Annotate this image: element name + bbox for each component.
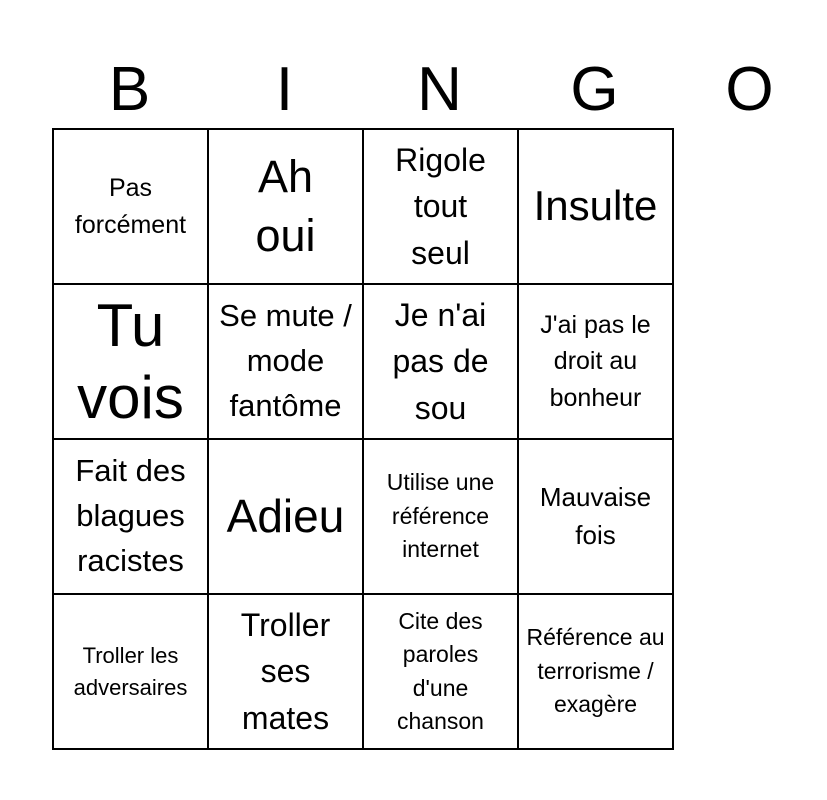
bingo-header xyxy=(52,52,774,128)
bingo-cell[interactable] xyxy=(364,595,519,750)
bingo-cell[interactable] xyxy=(54,440,209,595)
header-letter-i: I xyxy=(275,55,294,124)
bingo-cell[interactable] xyxy=(54,595,209,750)
bingo-cell-text: Mauvaise fois xyxy=(539,481,652,550)
bingo-cell[interactable] xyxy=(519,285,674,440)
header-letter-b: B xyxy=(108,55,151,124)
bingo-cell-text: Je n'ai pas de sou xyxy=(392,296,489,426)
bingo-cell-text: Pas forcément xyxy=(74,174,187,239)
bingo-cell[interactable] xyxy=(209,440,364,595)
bingo-cell-text: Insulte xyxy=(533,182,658,230)
bingo-cell-text: Troller les adversaires xyxy=(73,642,188,700)
bingo-cell[interactable] xyxy=(54,285,209,440)
header-letter-n: N xyxy=(417,55,462,124)
bingo-cell[interactable] xyxy=(364,285,519,440)
bingo-cell-text: Référence au terrorisme / exagère xyxy=(526,624,665,718)
bingo-cell-text: Se mute / mode fantôme xyxy=(219,298,352,423)
bingo-cell[interactable] xyxy=(209,285,364,440)
bingo-cell[interactable] xyxy=(364,130,519,285)
bingo-cell-text: Ah oui xyxy=(255,151,316,261)
bingo-grid xyxy=(52,128,674,750)
bingo-cell-text: J'ai pas le droit au bonheur xyxy=(540,311,651,412)
bingo-cell[interactable] xyxy=(209,595,364,750)
bingo-cell[interactable] xyxy=(519,595,674,750)
bingo-cell-text: Adieu xyxy=(226,489,345,542)
bingo-cell-text: Utilise une référence internet xyxy=(386,469,495,563)
bingo-cell[interactable] xyxy=(519,440,674,595)
bingo-cell[interactable] xyxy=(209,130,364,285)
bingo-cell-text: Troller ses mates xyxy=(240,606,331,736)
bingo-cell-text: Tu vois xyxy=(77,291,184,431)
bingo-cell-text: Cite des paroles d'une chanson xyxy=(397,607,484,734)
bingo-cell[interactable] xyxy=(54,130,209,285)
header-letter-o: O xyxy=(725,55,774,124)
bingo-cell-text: Fait des blagues racistes xyxy=(75,453,186,578)
header-letter-g: G xyxy=(570,55,619,124)
bingo-cell-text: Rigole tout seul xyxy=(395,141,486,271)
bingo-cell[interactable] xyxy=(364,440,519,595)
bingo-cell[interactable] xyxy=(519,130,674,285)
